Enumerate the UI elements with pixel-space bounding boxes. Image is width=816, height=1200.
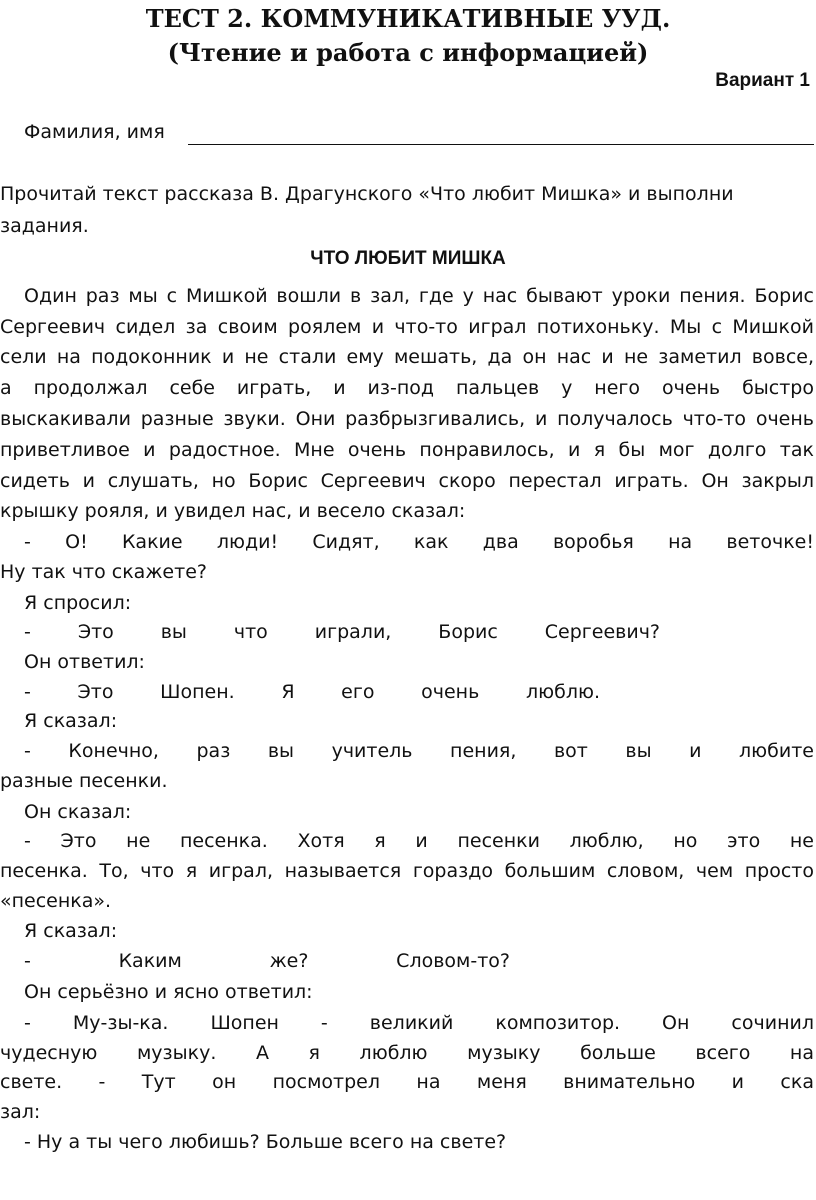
test-title: ТЕСТ 2. КОММУНИКАТИВНЫЕ УУД. bbox=[145, 4, 671, 33]
story-line: Один раз мы с Мишкой вошли в зал, где у нас бывают уроки пения. Борис bbox=[24, 285, 814, 307]
story-line: «песенка». bbox=[0, 890, 112, 912]
story-line: Я сказал: bbox=[24, 710, 118, 732]
story-line: - Это Шопен. Я его очень люблю. bbox=[24, 681, 600, 703]
story-line: а продолжал себе играть, и из-под пальцев у него очень быстро bbox=[0, 377, 814, 399]
story-line: - Каким же? Словом-то? bbox=[24, 950, 510, 972]
story-line: - Конечно, раз вы учитель пения, вот вы и любите bbox=[24, 740, 814, 762]
story-line: - О! Какие люди! Сидят, как два воробья на веточке! bbox=[24, 531, 814, 553]
story-line: песенка. То, что я играл, называется гораздо большим словом, чем просто bbox=[0, 860, 814, 882]
story-line: - Ну а ты чего любишь? Больше всего на свете? bbox=[24, 1131, 507, 1153]
story-line: Он сказал: bbox=[24, 801, 132, 823]
story-line: Он ответил: bbox=[24, 651, 145, 673]
name-field-row bbox=[24, 121, 814, 151]
story-line: разные песенки. bbox=[0, 770, 168, 792]
story-line: Сергеевич сидел за своим роялем и что-то играл потихоньку. Мы с Мишкой bbox=[0, 316, 814, 338]
story-line: выскакивали разные звуки. Они разбрызгивались, и получалось что-то очень bbox=[0, 408, 814, 430]
story-line: Ну так что скажете? bbox=[0, 561, 207, 583]
story-line: - Это не песенка. Хотя я и песенки люблю, но это не bbox=[24, 830, 814, 852]
story-line: - Это вы что играли, Борис Сергеевич? bbox=[24, 621, 660, 643]
test-subtitle: (Чтение и работа с информацией) bbox=[167, 38, 649, 67]
story-line: Я спросил: bbox=[24, 592, 132, 614]
story-line: Он серьёзно и ясно ответил: bbox=[24, 981, 313, 1003]
story-line: Я сказал: bbox=[24, 920, 118, 942]
story-line: приветливое и радостное. Мне очень понравилось, и я бы мог долго так bbox=[0, 439, 814, 461]
story-line: сидеть и слушать, но Борис Сергеевич скоро перестал играть. Он закрыл bbox=[0, 470, 814, 492]
name-blank-line[interactable] bbox=[188, 144, 814, 145]
instructions: Прочитай текст рассказа В. Драгунского «Что любит Мишка» и выполни задания. bbox=[0, 183, 734, 237]
variant-label: Вариант 1 bbox=[715, 70, 810, 91]
story-line: свете. - Тут он посмотрел на меня внимательно и ска bbox=[0, 1071, 814, 1093]
name-label: Фамилия, имя bbox=[24, 121, 165, 143]
story-title: ЧТО ЛЮБИТ МИШКА bbox=[310, 248, 506, 269]
story-line: - Му-зы-ка. Шопен - великий композитор. Он сочинил bbox=[24, 1012, 814, 1034]
story-line: сели на подоконник и не стали ему мешать, да он нас и не заметил вовсе, bbox=[0, 346, 814, 368]
story-line: крышку рояля, и увидел нас, и весело сказал: bbox=[0, 500, 466, 522]
story-line: чудесную музыку. А я люблю музыку больше всего на bbox=[0, 1042, 814, 1064]
story-line: зал: bbox=[0, 1101, 41, 1123]
